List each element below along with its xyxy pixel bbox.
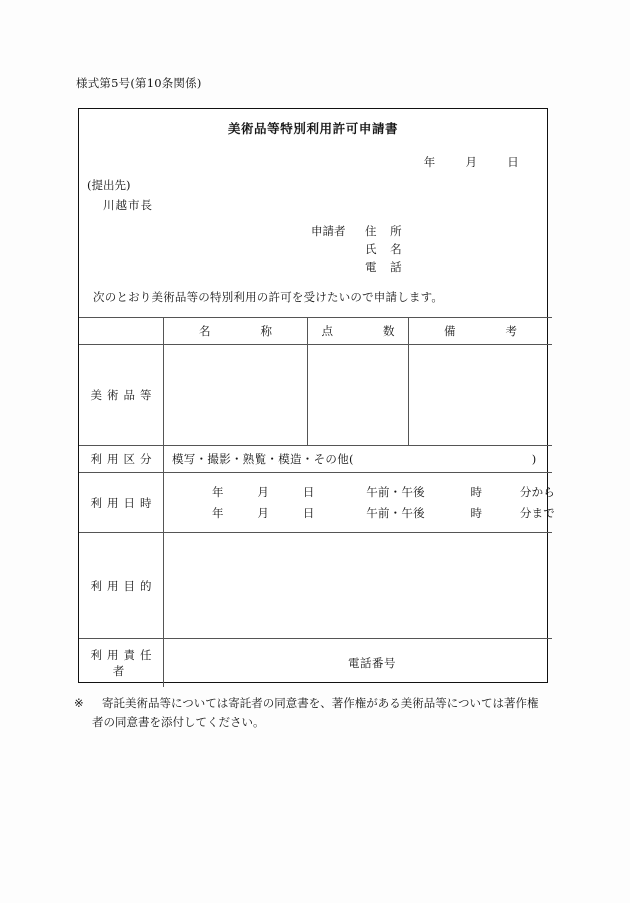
applicant-address-label: 住 所 — [365, 224, 407, 238]
table-row-usage-datetime — [79, 473, 552, 533]
destination-label: (提出先) — [87, 178, 131, 192]
table-row-usage-type — [79, 446, 552, 473]
header-label-remarks: 備 考 — [444, 324, 526, 338]
table-row-artwork — [79, 345, 552, 446]
to-hour-label: 時 — [470, 505, 483, 520]
usage-type-paren-close: ) — [531, 452, 537, 466]
form-number: 様式第5号(第10条関係) — [76, 76, 202, 90]
row-label-usage-datetime — [79, 473, 164, 533]
header-cell-quantity — [308, 318, 409, 345]
form-header-area — [79, 109, 547, 317]
header-cell-blank — [79, 318, 164, 345]
row-label-responsible-person-text: 利用責任者 — [90, 648, 157, 678]
from-day-label: 日 — [302, 484, 315, 499]
usage-type-list: 模写・撮影・熟覧・模造・その他( — [172, 452, 354, 466]
usage-datetime-lines — [164, 482, 556, 524]
from-hour-label: 時 — [470, 484, 483, 499]
row-label-responsible-person — [79, 639, 164, 688]
usage-datetime-to-line — [212, 503, 556, 524]
artwork-name-input-cell[interactable] — [164, 345, 308, 446]
applicant-block — [311, 222, 407, 276]
destination-name: 川越市長 — [103, 198, 153, 212]
row-label-usage-purpose-text: 利用目的 — [90, 578, 157, 593]
document-title: 美術品等特別利用許可申請書 — [227, 121, 399, 136]
usage-type-options-cell[interactable] — [164, 446, 553, 473]
row-label-usage-purpose — [79, 533, 164, 639]
artwork-quantity-input-cell[interactable] — [308, 345, 409, 446]
applicant-fields — [365, 222, 407, 276]
applicant-label: 申請者 — [311, 224, 346, 238]
row-label-usage-type — [79, 446, 164, 473]
footnote-line-1: 寄託美術品等については寄託者の同意書を、著作権がある美術品等については著作権 — [102, 696, 539, 710]
from-year-label: 年 — [212, 484, 224, 499]
artwork-remarks-input-cell[interactable] — [409, 345, 553, 446]
application-details-table — [79, 317, 556, 687]
from-ampm-label[interactable]: 午前・午後 — [366, 484, 425, 499]
row-label-usage-type-text: 利用区分 — [90, 452, 157, 466]
applicant-name-label: 氏 名 — [365, 242, 407, 256]
responsible-person-phone-label: 電話番号 — [348, 656, 396, 670]
header-cell-name — [164, 318, 308, 345]
header-cell-remarks — [409, 318, 553, 345]
footnote-line-2: 者の同意書を添付してください。 — [92, 715, 265, 729]
date-year-label: 年 — [423, 155, 436, 169]
usage-type-options — [164, 451, 552, 467]
to-minute-label: 分まで — [519, 505, 556, 520]
date-month-label: 月 — [465, 155, 478, 169]
table-row-usage-purpose — [79, 533, 552, 639]
footnote — [74, 694, 560, 732]
table-header-row — [79, 318, 552, 345]
to-day-label: 日 — [302, 505, 315, 520]
table-row-responsible-person — [79, 639, 552, 688]
date-entry-line — [424, 154, 519, 170]
to-month-label: 月 — [257, 505, 270, 520]
from-month-label: 月 — [257, 484, 270, 499]
row-label-artwork — [79, 345, 164, 446]
to-ampm-label[interactable]: 午前・午後 — [366, 505, 425, 520]
responsible-person-cell[interactable] — [164, 639, 553, 688]
date-day-label: 日 — [507, 155, 519, 169]
applicant-phone-label: 電 話 — [365, 260, 407, 274]
request-statement: 次のとおり美術品等の特別利用の許可を受けたいので申請します。 — [93, 290, 444, 304]
usage-datetime-cell[interactable] — [164, 473, 556, 533]
application-form-box — [78, 108, 556, 683]
row-label-artwork-text: 美術品等 — [90, 388, 157, 402]
usage-purpose-input-cell[interactable] — [164, 533, 553, 639]
header-label-name: 名 称 — [199, 324, 281, 338]
usage-datetime-from-line — [212, 482, 556, 503]
to-year-label: 年 — [212, 505, 224, 520]
footnote-mark: ※ — [74, 696, 84, 710]
from-minute-label: 分から — [519, 484, 556, 499]
header-label-quantity: 点 数 — [321, 324, 404, 338]
row-label-usage-datetime-text: 利用日時 — [90, 495, 157, 510]
